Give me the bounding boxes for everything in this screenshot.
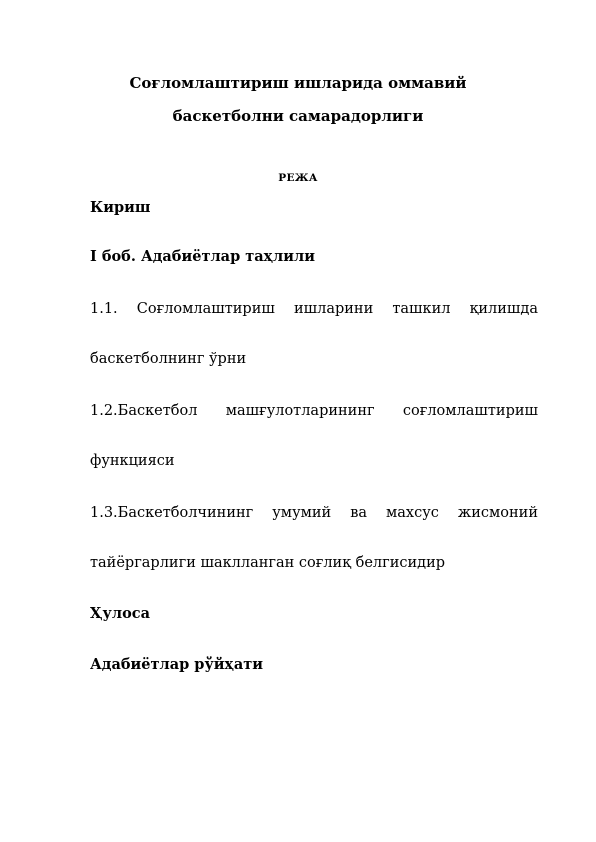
item-1-1-word: қилишда bbox=[469, 301, 538, 317]
document-title-line-2: баскетболни самарадорлиги bbox=[172, 107, 424, 125]
item-1-2-word: соғломлаштириш bbox=[402, 403, 538, 419]
chapter-1-heading: I боб. Адабиётлар таҳлили bbox=[90, 248, 315, 265]
item-1-3-word: махсус bbox=[386, 505, 439, 521]
item-1-1-line-2: баскетболнинг ўрни bbox=[90, 351, 247, 367]
item-1-3-word: умумий bbox=[272, 505, 332, 521]
item-1-1-word: ишларини bbox=[293, 301, 374, 317]
references-heading: Адабиётлар рўйҳати bbox=[90, 656, 264, 673]
item-1-3-word: 1.3.Баскетболчининг bbox=[90, 505, 254, 521]
item-1-3-word: ва bbox=[350, 505, 368, 521]
plan-heading: РЕЖА bbox=[278, 172, 318, 184]
item-1-1-line-1 bbox=[90, 300, 538, 318]
item-1-1-word: ташкил bbox=[392, 301, 451, 317]
item-1-1-word: 1.1. bbox=[90, 301, 118, 317]
item-1-2-word: 1.2.Баскетбол bbox=[90, 403, 198, 419]
item-1-3-word: жисмоний bbox=[457, 505, 538, 521]
conclusion-heading: Ҳулоса bbox=[90, 605, 150, 622]
intro-heading: Кириш bbox=[90, 199, 151, 216]
item-1-1-word: Соғломлаштириш bbox=[136, 301, 275, 317]
item-1-2-line-2: функцияси bbox=[90, 453, 175, 469]
item-1-2-word: машғулотларининг bbox=[225, 403, 375, 419]
item-1-2-line-1 bbox=[90, 402, 538, 420]
item-1-3-line-2: тайёргарлиги шаклланган соғлиқ белгисидир bbox=[90, 555, 446, 571]
item-1-3-line-1 bbox=[90, 504, 538, 522]
document-title-line-1: Соғломлаштириш ишларида оммавий bbox=[129, 74, 467, 92]
